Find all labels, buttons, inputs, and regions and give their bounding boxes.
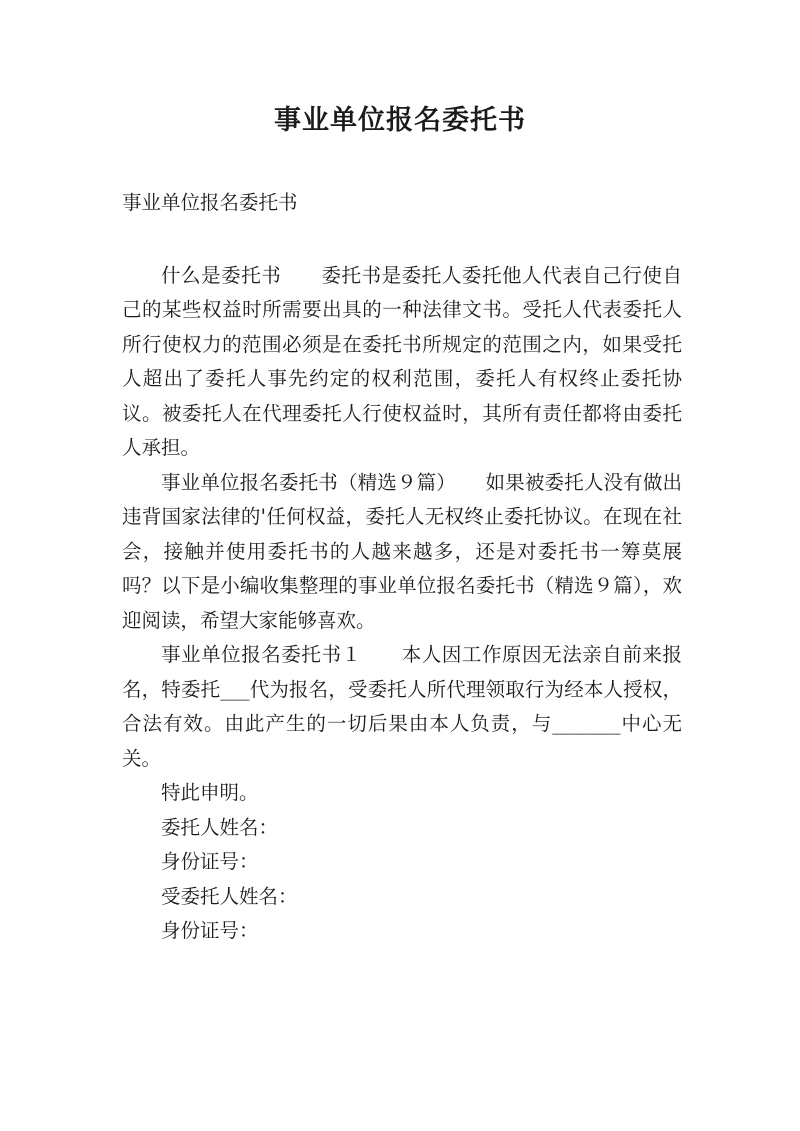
document-title: 事业单位报名委托书 (274, 105, 526, 136)
field-agent-id: 身份证号： (161, 919, 259, 942)
field-principal-id: 身份证号： (161, 850, 259, 873)
paragraph-template-1: 事业单位报名委托书１ 本人因工作原因无法亲自前来报名，特委托___代为报名，受委托人所代理领取行为经本人授权，合法有效。由此产生的一切后果由本人负责，与_______中心无关。 (122, 643, 682, 770)
document-body (122, 186, 682, 949)
document-subtitle: 事业单位报名委托书 (122, 191, 298, 214)
declaration-line: 特此申明。 (161, 781, 259, 804)
field-agent-name: 受委托人姓名： (161, 884, 298, 908)
paragraph-what-is-power-of-attorney: 什么是委托书 委托书是委托人委托他人代表自己行使自己的某些权益时所需要出具的一种法律文书。受托人代表委托人所行使权力的范围必须是在委托书所规定的范围之内，如果受托人超出了委托人事先约定的权利范围，委托人有权终止委托协议。被委托人在代理委托人行使权益时，其所有责任都将由委托人承担。 (122, 263, 682, 459)
field-principal-name: 委托人姓名： (161, 815, 279, 839)
paragraph-introduction: 事业单位报名委托书（精选９篇） 如果被委托人没有做出违背国家法律的'任何权益，委托人无权终止委托协议。在现在社会，接触并使用委托书的人越来越多，还是对委托书一筹莫展吗？以下是小编收集整理的事业单位报名委托书（精选９篇），欢迎阅读，希望大家能够喜欢。 (122, 470, 682, 632)
